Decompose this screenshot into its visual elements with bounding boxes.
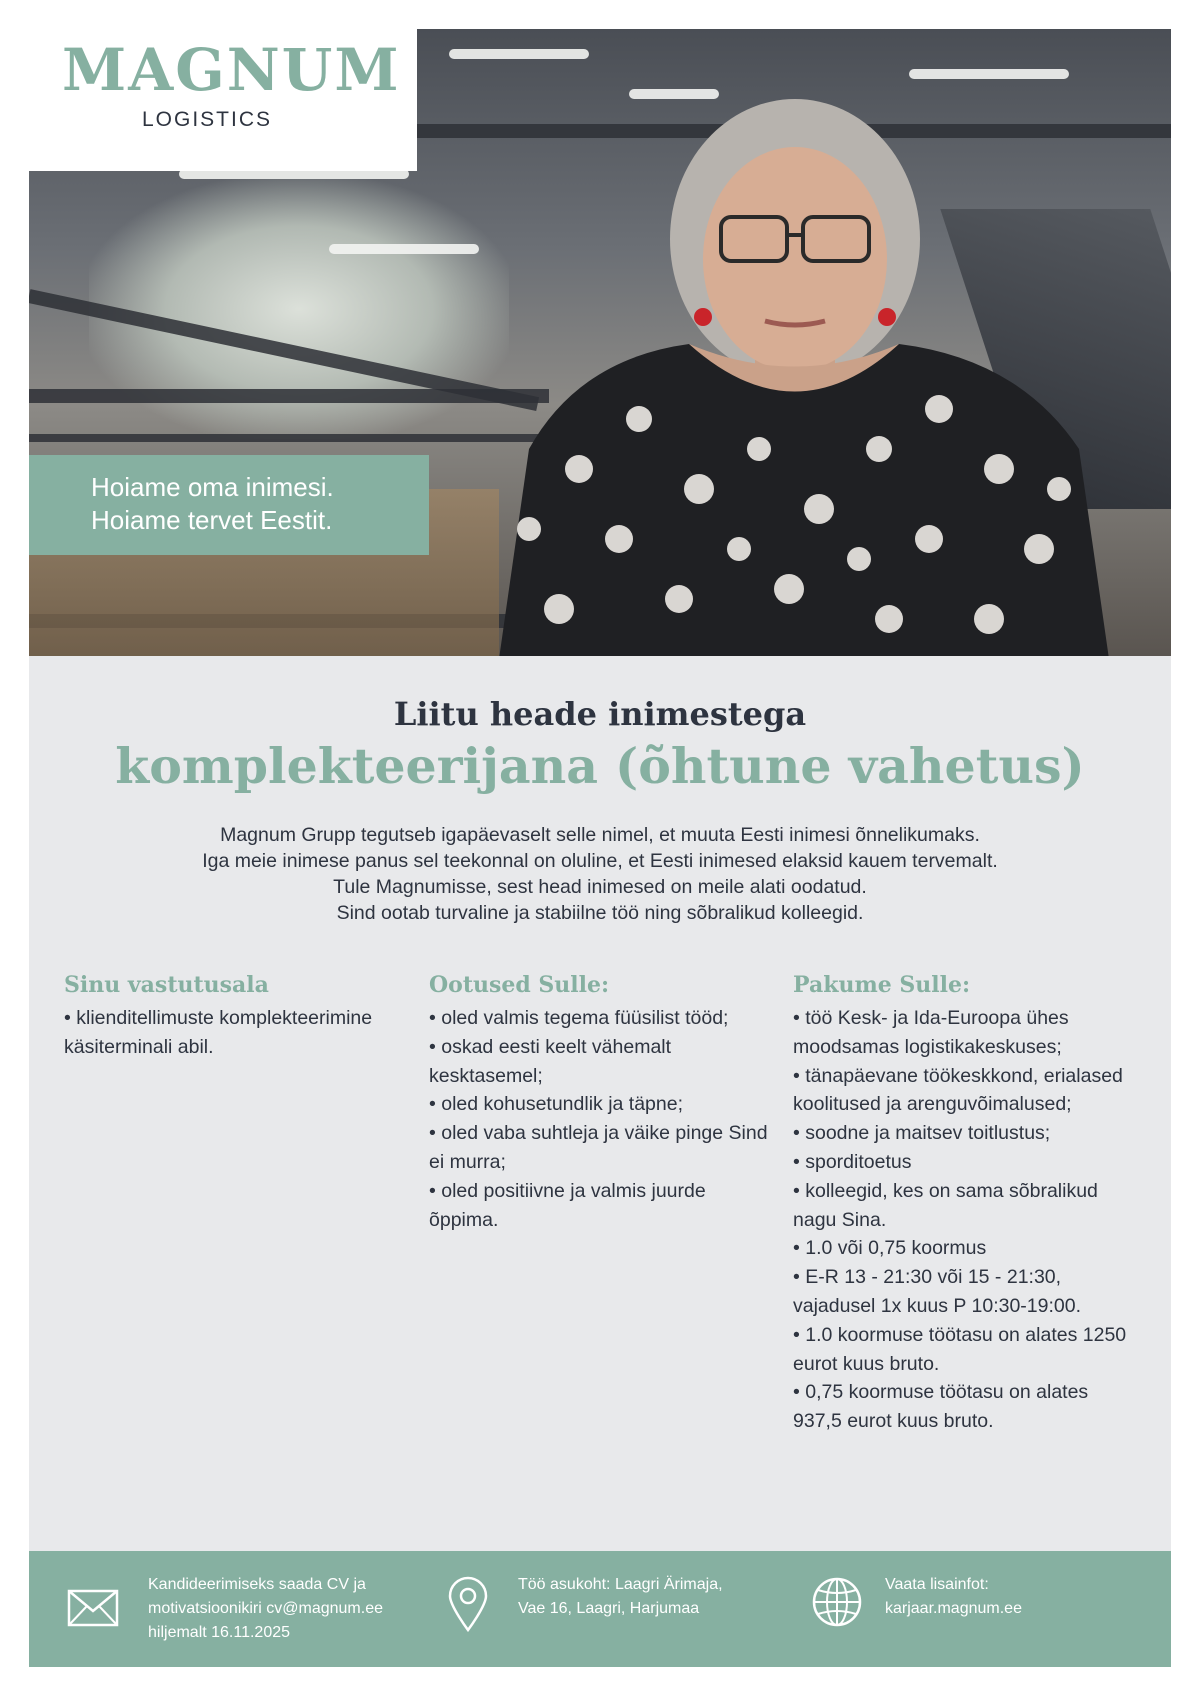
- contact-footer: [29, 1551, 1171, 1667]
- list-item: • tänapäevane töökeskkond, erialased koolitused ja arenguvõimalused;: [793, 1064, 1123, 1116]
- expectations-title: Ootused Sulle:: [429, 972, 610, 998]
- apply-text: [148, 1573, 383, 1645]
- apply-email[interactable]: motivatsioonikiri cv@magnum.ee: [148, 1600, 383, 1617]
- info-text: [885, 1573, 1022, 1621]
- intro-line: Sind ootab turvaline ja stabiilne töö ning sõbralikud kolleegid.: [336, 902, 864, 924]
- list-item: • 1.0 koormuse töötasu on alates 1250 eurot kuus bruto.: [793, 1323, 1127, 1375]
- list-item: • E-R 13 - 21:30 või 15 - 21:30, vajadusel 1x kuus P 10:30-19:00.: [793, 1266, 1082, 1317]
- list-item: • töö Kesk- ja Ida-Euroopa ühes moodsamas logistikakeskuses;: [793, 1007, 1069, 1058]
- apply-deadline: hiljemalt 16.11.2025: [148, 1624, 291, 1641]
- intro-line: Iga meie inimese panus sel teekonnal on oluline, et Eesti inimesed elaksid kauem tervemalt.: [202, 850, 998, 872]
- logo-wordmark: MAGNUM: [62, 36, 401, 104]
- logo-subtitle: LOGISTICS: [141, 108, 273, 131]
- list-item: • soodne ja maitsev toitlustus;: [793, 1122, 1051, 1145]
- offers-column: [793, 972, 1138, 1436]
- job-title: komplekteerijana (õhtune vahetus): [115, 737, 1085, 795]
- list-item: • oskad eesti keelt vähemalt kesktasemel;: [429, 1035, 672, 1087]
- location-text: [518, 1573, 723, 1621]
- info-line-1: Vaata lisainfot:: [885, 1576, 989, 1593]
- offers-title: Pakume Sulle:: [793, 972, 971, 998]
- apply-line-1: Kandideerimiseks saada CV ja: [148, 1576, 366, 1593]
- woman-portrait: [459, 89, 1119, 656]
- list-item: • 0,75 koormuse töötasu on alates 937,5 eurot kuus bruto.: [793, 1381, 1089, 1433]
- responsibilities-column: [64, 972, 384, 1062]
- info-link[interactable]: karjaar.magnum.ee: [885, 1600, 1022, 1617]
- list-item: • 1.0 või 0,75 koormus: [793, 1237, 987, 1260]
- list-item: • kolleegid, kes on sama sõbralikud nagu Sina.: [793, 1179, 1098, 1231]
- expectations-column: [429, 972, 769, 1234]
- location-line-2: Vae 16, Laagri, Harjumaa: [518, 1600, 700, 1617]
- slogan-line-2: Hoiame tervet Eestit.: [91, 505, 333, 535]
- list-item: • oled kohusetundlik ja täpne;: [429, 1093, 684, 1116]
- list-item: • oled vaba suhtleja ja väike pinge Sind ei murra;: [429, 1122, 768, 1173]
- slogan-line-1: Hoiame oma inimesi.: [91, 472, 334, 502]
- list-item: • oled valmis tegema füüsilist tööd;: [429, 1007, 729, 1029]
- responsibilities-title: Sinu vastutusala: [64, 972, 269, 998]
- list-item: • klienditellimuste komplekteerimine käsiterminali abil.: [64, 1007, 373, 1058]
- location-line-1: Töö asukoht: Laagri Ärimaja,: [518, 1576, 723, 1593]
- map-pin-icon: [447, 1576, 489, 1632]
- headline-intro: Liitu heade inimestega: [393, 695, 807, 733]
- envelope-icon: [67, 1589, 119, 1627]
- globe-icon: [811, 1576, 863, 1628]
- list-item: • sporditoetus: [793, 1150, 912, 1173]
- intro-line: Magnum Grupp tegutseb igapäevaselt selle nimel, et muuta Eesti inimesi õnnelikumaks.: [220, 824, 980, 846]
- intro-paragraph: [29, 822, 1171, 926]
- list-item: • oled positiivne ja valmis juurde õppima.: [429, 1179, 706, 1231]
- intro-line: Tule Magnumisse, sest head inimesed on meile alati oodatud.: [333, 876, 867, 898]
